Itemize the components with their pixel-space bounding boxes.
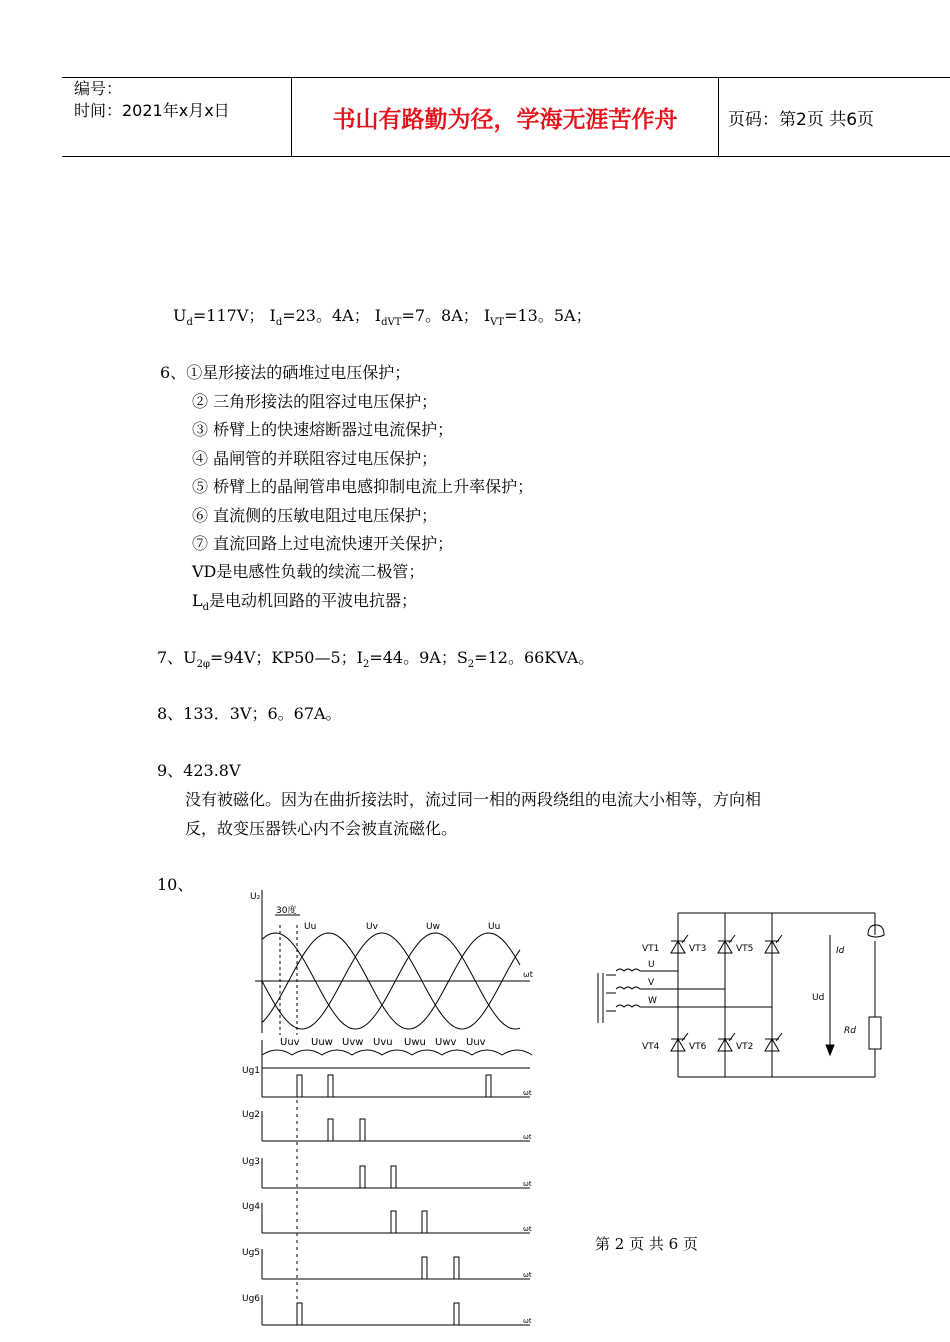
pulse-wt-label: ωt (523, 1180, 532, 1188)
q6-item: ③ 桥臂上的快速熔断器过电流保护； (192, 420, 454, 439)
q6-item: ⑤ 桥臂上的晶闸管串电感抑制电流上升率保护； (192, 477, 534, 496)
trigger-pulse (360, 1166, 365, 1188)
line-voltage-label: Uvw (342, 1037, 364, 1048)
footer-page-note: 第 2 页 共 6 页 (595, 1235, 698, 1253)
wt-label: ωt (523, 970, 533, 979)
q6-item: ⑦ 直流回路上过电流快速开关保护； (192, 534, 454, 553)
trigger-pulse (391, 1166, 396, 1188)
trigger-pulse (328, 1075, 333, 1097)
page-header (62, 77, 950, 157)
uv-label: Uv (366, 922, 378, 932)
doc-number-label: 编号： (74, 79, 123, 98)
header-page-info: 页码：第2页 共6页 (728, 109, 875, 130)
question-6-number: 6、①星形接法的硒堆过电压保护； (160, 363, 411, 382)
thyristor-label: VT4 (642, 1042, 660, 1052)
thyristor-label: VT2 (736, 1042, 754, 1052)
pulse-wt-label: ωt (523, 1133, 532, 1141)
pulse-wt-label: ωt (523, 1089, 532, 1097)
trigger-pulse (422, 1257, 427, 1279)
doc-time-label: 时间：2021年x月x日 (74, 101, 230, 120)
line-voltage-label: Uvu (373, 1037, 393, 1048)
id-label: Id (836, 946, 845, 956)
uw-label: Uw (426, 922, 440, 932)
phase-w-label: W (648, 996, 657, 1006)
line-voltage-label: Uuv (466, 1037, 486, 1048)
trigger-pulse (486, 1075, 491, 1097)
thyristor-gate (682, 935, 688, 943)
phase-u-label: U (648, 960, 655, 970)
trigger-pulse (360, 1119, 365, 1141)
q6-item: ② 三角形接法的阻容过电压保护； (192, 392, 438, 411)
pulse-wt-label: ωt (523, 1317, 532, 1325)
answer-5-values: $U_d=117V$； $I_d=23$。4A； $I_{dVT}=7$。8A； $I_{VT}=13$。5A； (173, 306, 592, 329)
header-motto: 书山有路勤为径，学海无涯苦作舟 (292, 78, 719, 156)
thyristor-gate (776, 935, 782, 943)
trigger-pulse (422, 1211, 427, 1233)
answer-9-text: 没有被磁化。因为在曲折接法时，流过同一相的两段绕组的电流大小相等，方向相 (185, 790, 762, 809)
answer-9-text: 反，故变压器铁心内不会被直流磁化。 (185, 819, 458, 838)
answer-9-value: 9、423.8V (157, 761, 241, 780)
line-voltage-label: Uuw (311, 1037, 333, 1048)
pulse-label: Ug6 (242, 1294, 261, 1304)
pulse-label: Ug4 (242, 1202, 261, 1212)
pulse-wt-label: ωt (523, 1225, 532, 1233)
q6-item: VD是电感性负载的续流二极管； (192, 562, 425, 581)
ud-label: Ud (812, 993, 825, 1003)
thyristor-label: VT6 (689, 1042, 707, 1052)
trigger-pulse (328, 1119, 333, 1141)
thyristor-label: VT1 (642, 944, 660, 954)
q6-item: ④ 晶闸管的并联阻容过电压保护； (192, 449, 438, 468)
line-voltage-label: Uwu (404, 1037, 426, 1048)
thyristor-label: VT3 (689, 944, 707, 954)
q6-item: $L_d$是电动机回路的平波电抗器； (192, 591, 418, 614)
trigger-pulse (297, 1075, 302, 1097)
waveform-figure (240, 885, 550, 1339)
question-10-number: 10、 (157, 875, 194, 894)
q6-item: ⑥ 直流侧的压敏电阻过电压保护； (192, 506, 438, 525)
rd-label: Rd (844, 1026, 856, 1036)
circuit-figure (590, 905, 900, 1089)
pulse-label: Ug5 (242, 1248, 261, 1258)
thyristor-gate (729, 935, 735, 943)
thyristor-label: VT5 (736, 944, 754, 954)
answer-7: 7、$U_{2\varphi}=94V$；KP50—5；$I_2=44$。9A；$S_2=12$。66KVA。 (157, 648, 595, 671)
pulse-label: Ug1 (242, 1066, 261, 1076)
thyristor-gate (776, 1033, 782, 1041)
answer-8: 8、133．3V；6。67A。 (157, 704, 342, 723)
thyristor-gate (682, 1033, 688, 1041)
circuit-svg (590, 905, 900, 1085)
trigger-pulse (391, 1211, 396, 1233)
header-meta (62, 78, 292, 156)
phase-v-label: V (648, 978, 655, 988)
line-voltage-label: Uwv (435, 1037, 457, 1048)
pulse-wt-label: ωt (523, 1271, 532, 1279)
trigger-pulse (454, 1257, 459, 1279)
pulse-label: Ug2 (242, 1110, 261, 1120)
deg30-label: 30度 (276, 906, 297, 916)
uu-label-2: Uu (488, 922, 501, 932)
line-voltage-label: Uuv (280, 1037, 300, 1048)
trigger-pulse (297, 1303, 302, 1325)
trigger-pulse (454, 1303, 459, 1325)
u2-label: U₂ (250, 892, 261, 902)
thyristor-gate (729, 1033, 735, 1041)
uu-label: Uu (304, 922, 317, 932)
pulse-label: Ug3 (242, 1157, 261, 1167)
waveform-svg (240, 885, 550, 1335)
